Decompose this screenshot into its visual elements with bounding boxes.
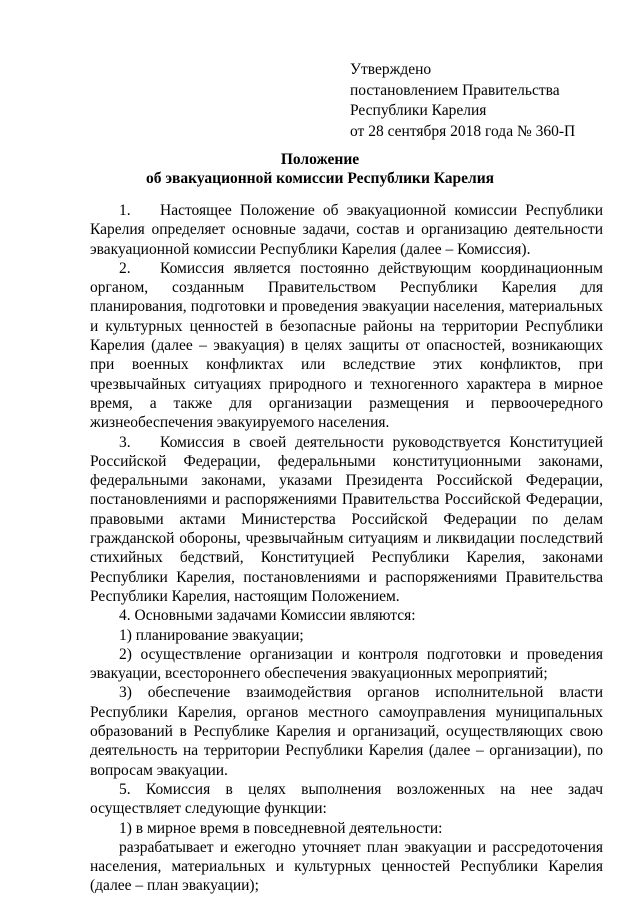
paragraph-text: Комиссия в своей деятельности руководствуется Конституцией Российской Федерации, федеральными конституционными законами, федеральными законами, указами Президента Российской Федерации, постановлениями и распоряжениями Правительства Российской Федерации, правовыми актами Министерства Российской Федерации по делам гражданской обороны, чрезвычайным ситуациям и ликвидации последствий стихийных бедствий, Конституцией Республики Карелия, законами Республики Карелия, постановлениями и распоряжениями Правительства Республики Карелия, настоящим Положением. [90, 433, 603, 605]
paragraph-number: 3. [119, 433, 131, 451]
document-body [90, 201, 603, 896]
title-line: Положение [280, 151, 360, 168]
paragraph-4-item-1: 1) планирование эвакуации; [119, 626, 304, 644]
paragraph-5-item-1-a: разрабатывает и ежегодно уточняет план эвакуации и рассредоточения населения, материальных и культурных ценностей Республики Карелия (далее – план эвакуации); [90, 838, 603, 895]
approval-stamp [350, 60, 575, 142]
paragraph-4: 4. Основными задачами Комиссии являются: [119, 607, 416, 625]
approval-line: Республики Карелия [350, 102, 487, 119]
paragraph-text: Комиссия является постоянно действующим координационным органом, созданным Правительством Республики Карелия для планирования, подготовки и проведения эвакуации населения, материальных и культурных ценностей в безопасные районы на территории Республики Карелия (далее – эвакуация) в целях защиты от опасностей, возникающих при военных конфликтах или вследствие этих конфликтов, при чрезвычайных ситуациях природного и техногенного характера в мирное время, а также для организации размещения и первоочередного жизнеобеспечения эвакуируемого населения. [90, 259, 603, 432]
paragraph-4-item-3: 3) обеспечение взаимодействия органов исполнительной власти Республики Карелия, органов местного самоуправления муниципальных образований в Республике Карелия и организаций, осуществляющих свою деятельность на территории Республики Карелия (далее – организации), по вопросам эвакуации. [90, 684, 603, 779]
paragraph-1 [90, 201, 603, 259]
approval-line: Утверждено [350, 61, 432, 78]
paragraph-3 [90, 433, 603, 607]
paragraph-2 [90, 259, 603, 433]
paragraph-5: 5. Комиссия в целях выполнения возложенных на нее задач осуществляет следующие функции: [90, 780, 603, 818]
paragraph-5-item-1: 1) в мирное время в повседневной деятельности: [119, 819, 443, 837]
approval-line: постановлением Правительства [350, 81, 560, 99]
document-title [90, 150, 550, 188]
paragraph-4-item-2: 2) осуществление организации и контроля подготовки и проведения эвакуации, всестороннего обеспечения эвакуационных мероприятий; [90, 645, 603, 683]
paragraph-text: Настоящее Положение об эвакуационной комиссии Республики Карелия определяет основные задачи, состав и организацию деятельности эвакуационной комиссии Республики Карелия (далее – Комиссия). [90, 202, 603, 258]
title-subline: об эвакуационной комиссии Республики Карелия [145, 170, 495, 187]
approval-date-line: от 28 сентября 2018 года № 360-П [350, 122, 576, 140]
paragraph-number: 1. [119, 202, 131, 219]
paragraph-number: 2. [119, 259, 131, 277]
